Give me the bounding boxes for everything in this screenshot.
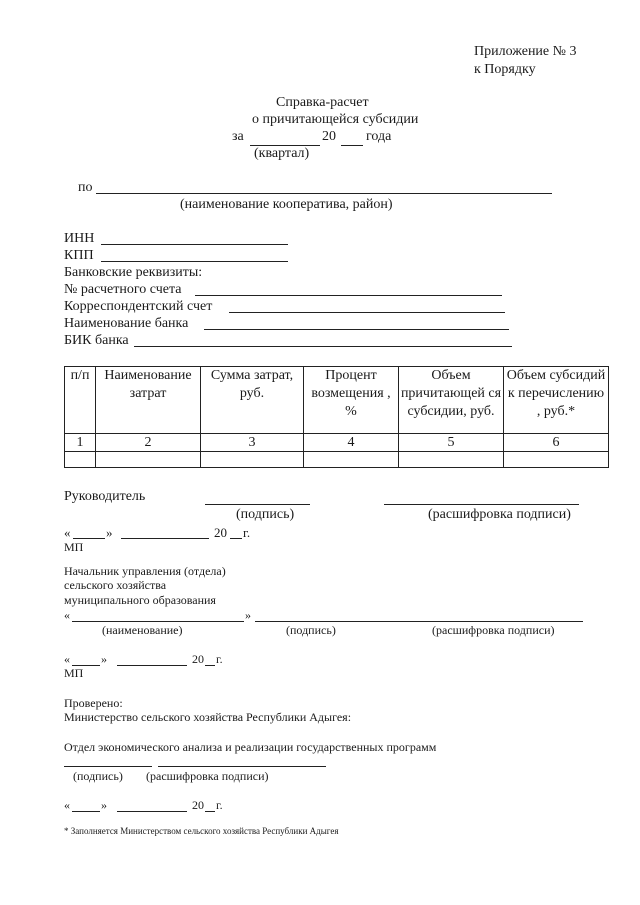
verified-year-prefix: 20 [192,798,204,812]
subsidy-table [64,366,609,468]
corr-account-label: Корреспондентский счет [64,299,213,314]
kpp-field[interactable] [101,261,288,262]
head-day-field[interactable] [73,538,105,539]
appendix-line1: Приложение № 3 [474,44,577,59]
period-year-suffix: года [366,129,392,144]
table-cell[interactable] [96,452,201,468]
po-label: по [78,180,93,195]
cooperative-field[interactable] [96,193,552,194]
department-date-close: » [101,652,107,666]
department-line2: сельского хозяйства [64,578,167,592]
doc-title: Справка-расчет [276,95,369,110]
head-signature-caption: (подпись) [236,507,295,522]
column-number-cell: 3 [201,434,304,452]
column-number-cell: 6 [504,434,609,452]
verified-transcript-caption: (расшифровка подписи) [146,769,269,783]
department-name-caption: (наименование) [102,623,183,637]
department-signature-field[interactable] [255,621,583,622]
table-cell[interactable] [399,452,504,468]
head-year-prefix: 20 [214,525,227,540]
head-month-field[interactable] [121,538,209,539]
verified-transcript-field[interactable] [158,766,326,767]
bank-details-label: Банковские реквизиты: [64,265,203,280]
verified-date-open: « [64,798,70,812]
head-year-suffix: г. [243,525,251,540]
verified-label: Проверено: [64,696,123,710]
table-cell[interactable] [201,452,304,468]
appendix-line2: к Порядку [474,62,536,77]
verified-department: Отдел экономического анализа и реализации государственных программ [64,740,437,754]
department-mp: МП [64,666,84,680]
doc-subtitle: о причитающейся субсидии [252,112,419,127]
table-row [65,452,609,468]
table-header-cell: Сумма затрат, руб. [201,367,304,434]
footnote: * Заполняется Министерством сельского хозяйства Республики Адыгея [64,826,339,836]
inn-label: ИНН [64,231,95,246]
bank-name-label: Наименование банка [64,316,189,331]
quarter-caption: (квартал) [254,146,310,161]
head-date-open: « [64,525,71,540]
bik-field[interactable] [134,346,512,347]
bik-label: БИК банка [64,333,129,348]
column-number-cell: 5 [399,434,504,452]
department-year-suffix: г. [216,652,223,666]
year-field[interactable] [341,145,363,146]
verified-month-field[interactable] [117,811,187,812]
table-cell[interactable] [304,452,399,468]
verified-signature-caption: (подпись) [73,769,123,783]
table-number-row [65,434,609,452]
verified-signature-field[interactable] [64,766,152,767]
verified-day-field[interactable] [72,811,100,812]
account-label: № расчетного счета [64,282,182,297]
department-date-open: « [64,652,70,666]
department-line1: Начальник управления (отдела) [64,564,226,578]
department-quote-close: » [245,608,251,622]
table-header-row [65,367,609,434]
department-transcript-caption: (расшифровка подписи) [432,623,555,637]
department-quote-open: « [64,608,70,622]
head-transcript-field[interactable] [384,504,579,505]
table-cell[interactable] [504,452,609,468]
department-signature-caption: (подпись) [286,623,336,637]
head-date-close: » [106,525,113,540]
period-za: за [232,129,244,144]
bank-name-field[interactable] [204,329,509,330]
department-year-field[interactable] [205,665,215,666]
table-header-cell: п/п [65,367,96,434]
verified-year-field[interactable] [205,811,215,812]
department-line3: муниципального образования [64,593,216,607]
verified-year-suffix: г. [216,798,223,812]
head-year-field[interactable] [230,538,242,539]
department-name-field[interactable] [72,621,244,622]
head-signature-field[interactable] [205,504,310,505]
table-cell[interactable] [65,452,96,468]
table-header-cell: Процент возмещения , % [304,367,399,434]
table-header-cell: Объем субсидий к перечислению , руб.* [504,367,609,434]
period-year-prefix: 20 [322,129,336,144]
department-year-prefix: 20 [192,652,204,666]
kpp-label: КПП [64,248,94,263]
column-number-cell: 2 [96,434,201,452]
head-transcript-caption: (расшифровка подписи) [428,507,571,522]
head-mp: МП [64,540,84,554]
table-header-cell: Наименование затрат [96,367,201,434]
column-number-cell: 1 [65,434,96,452]
table-header-cell: Объем причитающей ся субсидии, руб. [399,367,504,434]
cooperative-caption: (наименование кооператива, район) [180,197,393,212]
department-month-field[interactable] [117,665,187,666]
account-field[interactable] [195,295,502,296]
corr-account-field[interactable] [229,312,505,313]
verified-date-close: » [101,798,107,812]
inn-field[interactable] [101,244,288,245]
column-number-cell: 4 [304,434,399,452]
head-label: Руководитель [64,489,146,504]
verified-ministry: Министерство сельского хозяйства Республики Адыгея: [64,710,352,724]
